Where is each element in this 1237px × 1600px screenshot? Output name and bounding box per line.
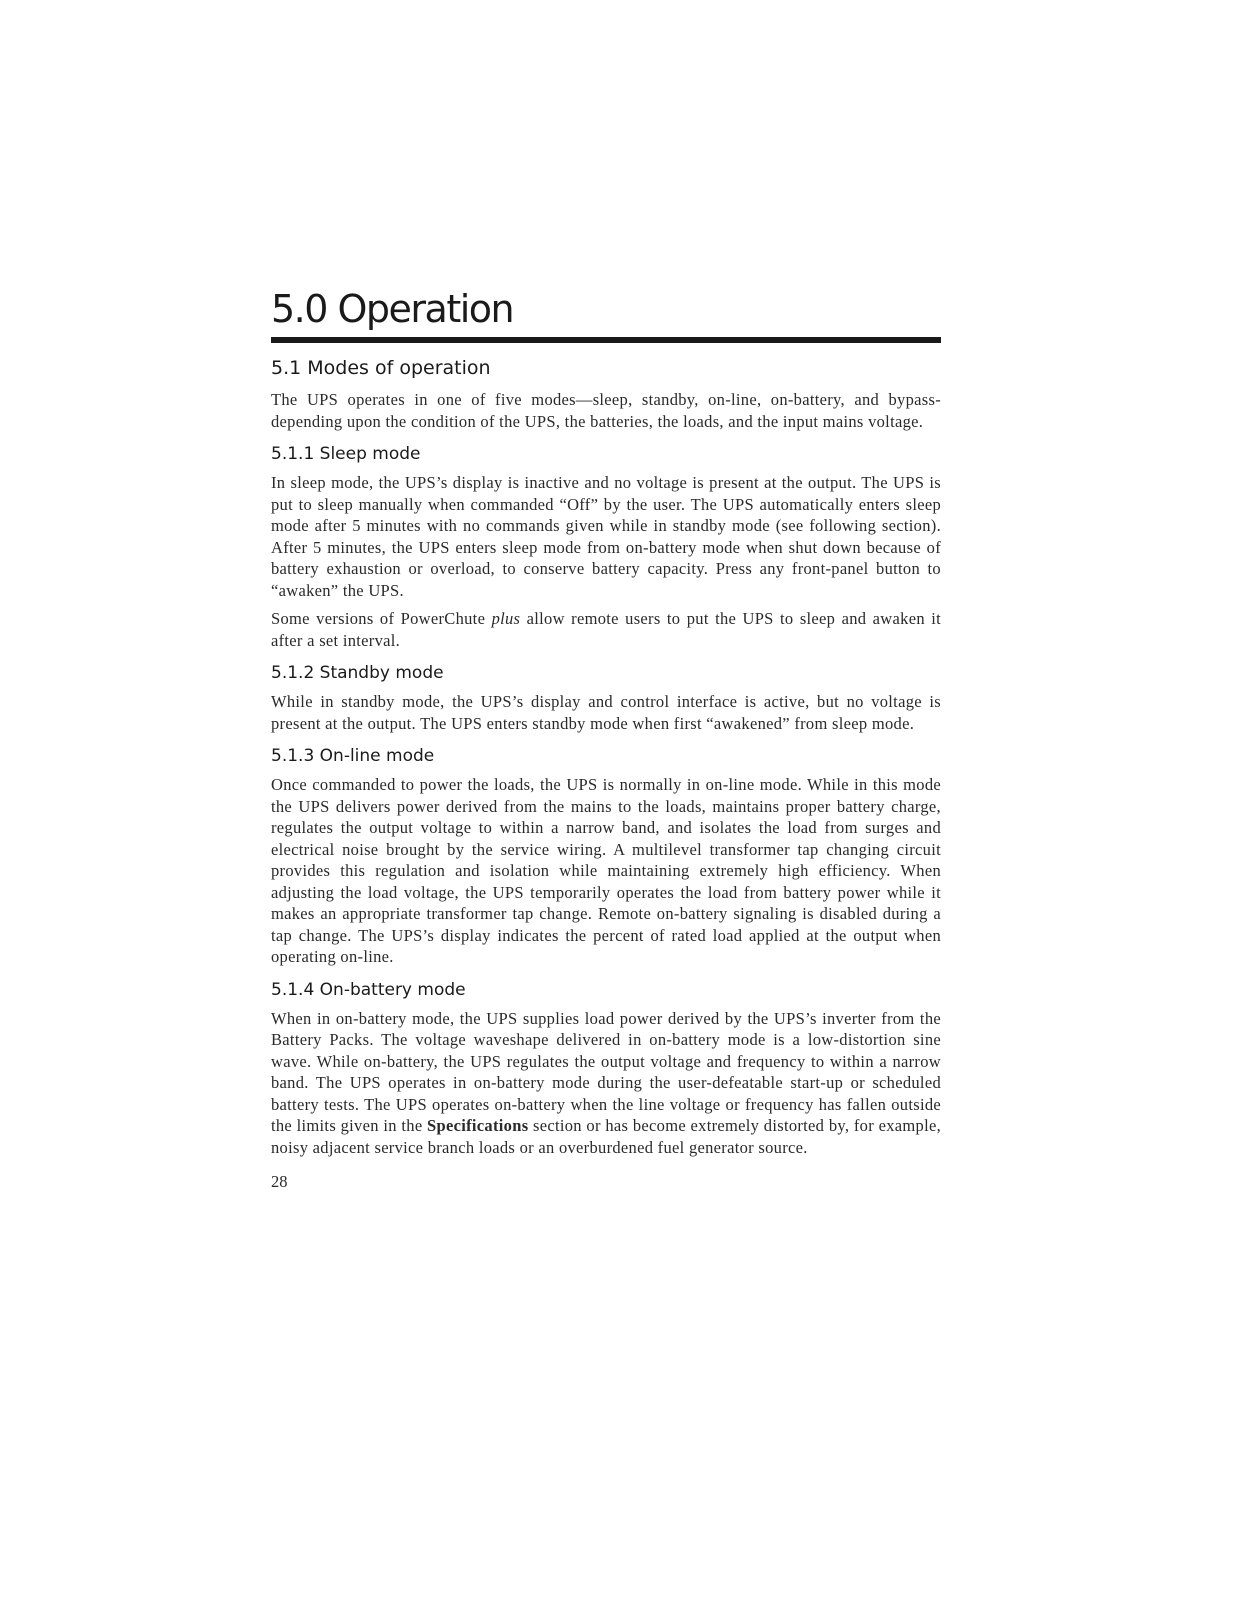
powerchute-plus-italic: plus [491,609,521,628]
powerchute-text-after: allow remote users to put the UPS to sleep and awaken it after a set interval. [271,609,942,650]
subsection-heading-on-line-mode: 5.1.3 On-line mode [271,746,435,766]
paragraph-on-line-mode: Once commanded to power the loads, the UPS is normally in on-line mode. While in this mode the UPS delivers power derived from the mains to the loads, maintains proper battery charge, regulates the output voltage to within a narrow band, and isolates the load from surges and electrical noise brought by the service wiring. A multilevel transformer tap changing circuit provides this regulation and isolation while maintaining extremely high efficiency. When adjusting the load voltage, the UPS temporarily operates the load from battery power while it makes an appropriate transformer tap change. Remote on-battery signaling is disabled during a tap change. The UPS’s display indicates the percent of rated load applied at the output when operating on-line. [271,775,941,966]
chapter-title: 5.0 Operation [271,287,514,331]
page-number: 28 [271,1172,288,1191]
powerchute-text-before: Some versions of PowerChute [271,609,492,628]
specifications-bold: Specifications [427,1116,529,1135]
chapter-rule [271,337,941,343]
paragraph-modes-intro: The UPS operates in one of five modes—sleep, standby, on-line, on-battery, and bypass-depending upon the condition of the UPS, the batteries, the loads, and the input mains voltage. [271,390,941,431]
subsection-heading-standby-mode: 5.1.2 Standby mode [271,663,444,683]
on-battery-text-before: When in on-battery mode, the UPS supplies load power derived by the UPS’s inverter from the Battery Packs. The voltage waveshape delivered in on-battery mode is a low-distortion sine wave. While on-battery, the UPS regulates the output voltage and frequency to within a narrow band. The UPS operates in on-battery mode during the user-defeatable start-up or scheduled battery tests. The UPS operates on-battery when the line voltage or frequency has fallen outside the limits given in the [271,1008,941,1135]
paragraph-powerchute [271,608,941,651]
document-page [271,286,941,1192]
section-heading-5-1: 5.1 Modes of operation [271,357,491,379]
subsection-heading-on-battery-mode: 5.1.4 On-battery mode [271,979,466,1000]
subsection-heading-sleep-mode: 5.1.1 Sleep mode [271,444,421,464]
paragraph-on-battery-mode [271,1008,941,1159]
paragraph-sleep-mode: In sleep mode, the UPS’s display is inactive and no voltage is present at the output. The UPS is put to sleep manually when commanded “Off” by the user. The UPS automatically enters sleep mode after 5 minutes with no commands given while in standby mode (see following section). After 5 minutes, the UPS enters sleep mode from on-battery mode when shut down because of battery exhaustion or overload, to conserve battery capacity. Press any front-panel button to “awaken” the UPS. [271,473,941,600]
on-battery-text-after: section or has become extremely distorted by, for example, noisy adjacent service branch loads or an overburdened fuel generator source. [271,1116,941,1157]
paragraph-standby-mode: While in standby mode, the UPS’s display and control interface is active, but no voltage is present at the output. The UPS enters standby mode when first “awakened” from sleep mode. [271,692,941,733]
